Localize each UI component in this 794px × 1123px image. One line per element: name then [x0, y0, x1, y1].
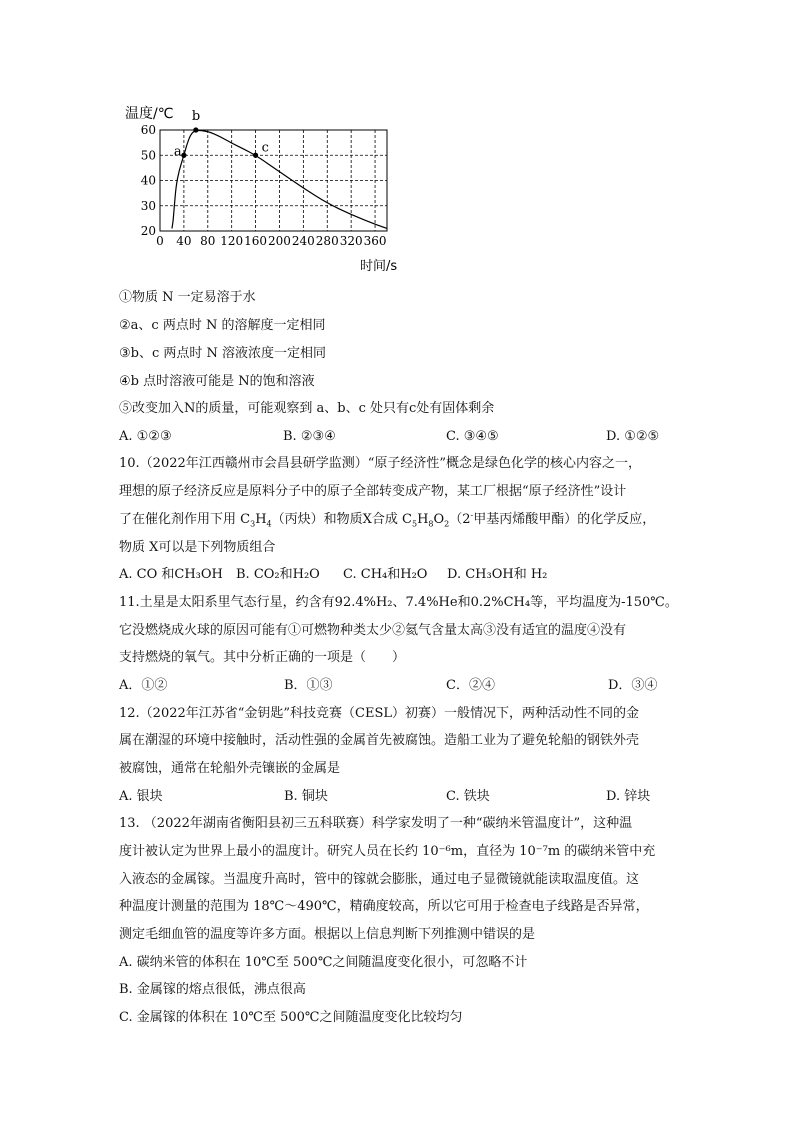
q9-option-c: C. ③④⑤ — [446, 429, 499, 444]
x-tick-label: 80 — [200, 234, 216, 248]
q13-line-1: 13. （2022年湖南省衡阳县初三五科联赛）科学家发明了一种“碳纳米管温度计”，这种温 — [119, 816, 633, 831]
x-tick-label: 200 — [268, 234, 291, 248]
point-label-a: a — [173, 144, 182, 160]
q10-option-b: B. CO₂和H₂O — [236, 567, 320, 582]
q13-line-5: 测定毛细血管的温度等许多方面。根据以上信息判断下列推测中错误的是 — [119, 927, 536, 942]
q11-option-b: B．①③ — [284, 678, 333, 693]
point-c — [253, 153, 258, 158]
q10-line-4: 物质 X可以是下列物质组合 — [119, 540, 276, 555]
q10-line-3m: 甲基丙烯酸甲酯）的化学反应， — [473, 512, 656, 527]
q9-option-a: A. ①②③ — [119, 429, 172, 444]
q13-option-c: C. 金属镓的体积在 10℃至 500℃之间随温度变化比较均匀 — [119, 1010, 463, 1025]
q9-option-d: D. ①②⑤ — [606, 429, 660, 444]
y-tick-label: 30 — [140, 198, 156, 213]
q11-line-2: 它没燃烧成火球的原因可能有①可燃物种类太少②氦气含量太高③没有适宜的温度④没有 — [119, 623, 627, 638]
q10-sub: 5 — [411, 519, 418, 529]
temperature-time-chart — [120, 98, 400, 273]
y-tick-label: 60 — [140, 123, 156, 137]
statement-2: ②a、c 两点时 N 的溶解度一定相同 — [119, 318, 326, 333]
q12-line-2: 属在潮湿的环境中接触时，活动性强的金属首先被腐蚀。造船工业为了避免轮船的钢铁外壳 — [119, 733, 640, 748]
statement-1: ①物质 N 一定易溶于水 — [119, 290, 256, 305]
point-a — [181, 153, 186, 158]
q11-option-c: C．②④ — [446, 678, 495, 693]
q13-line-4: 种温度计测量的范围为 18℃～490℃，精确度较高，所以它可用于检查电子线路是否异常， — [119, 899, 649, 914]
x-tick-label: 120 — [220, 234, 244, 248]
y-tick-label: 50 — [140, 148, 156, 163]
q10-sub: 4 — [266, 519, 272, 529]
point-label-b: b — [191, 109, 201, 124]
q10-option-a: A. CO 和CH₃OH — [119, 567, 223, 582]
x-tick-label: 160 — [244, 234, 268, 248]
q10-line-3 — [119, 512, 655, 528]
q12-option-a: A. 银块 — [119, 789, 163, 804]
x-tick-label: 320 — [339, 234, 363, 248]
q10-sub: 3 — [250, 519, 256, 529]
y-tick-label: 40 — [140, 173, 156, 188]
q13-option-a: A. 碳纳米管的体积在 10℃至 500℃之间随温度变化很小，可忽略不计 — [119, 955, 528, 970]
y-tick-label: 20 — [140, 224, 156, 238]
q10-sup: - — [470, 510, 474, 520]
q13-line-3: 入液态的金属镓。当温度升高时，管中的镓就会膨胀，通过电子显微镜就能读取温度值。这 — [119, 872, 640, 887]
statement-3: ③b、c 两点时 N 溶液浓度一定相同 — [119, 346, 327, 361]
q10-sub: 8 — [428, 519, 434, 529]
x-tick-label: 280 — [315, 234, 339, 248]
q12-option-d: D. 锌块 — [606, 789, 651, 804]
q12-option-c: C. 铁块 — [446, 789, 490, 804]
q11-line-3: 支持燃烧的氧气。其中分析正确的一项是（ ） — [119, 650, 406, 665]
q13-line-2: 度计被认定为世界上最小的温度计。研究人员在长约 10⁻⁶m，直径为 10⁻⁷m 的碳纳米管中充 — [119, 844, 656, 859]
x-tick-label: 0 — [156, 234, 164, 248]
statement-5: ⑤改变加入N的质量，可能观察到 a、b、c 处只有c处有固体剩余 — [119, 401, 495, 416]
x-tick-label: 40 — [176, 234, 192, 248]
q12-option-b: B. 铜块 — [284, 789, 328, 804]
x-axis-label: 时间/s — [360, 259, 398, 273]
y-axis-label: 温度/℃ — [125, 106, 174, 122]
q10-option-d: D. CH₃OH和 H₂ — [447, 567, 548, 582]
q13-option-b: B. 金属镓的熔点很低，沸点很高 — [119, 982, 306, 997]
q10-line-3a: 了在催化剂作用下用 C — [119, 512, 251, 527]
q10-option-c: C. CH₄和H₂O — [343, 567, 428, 582]
point-b — [193, 127, 198, 132]
q10-line-3e: （丙炔）和物质X合成 C — [271, 512, 412, 527]
x-tick-label: 240 — [291, 234, 315, 248]
q10-line-3i: O — [433, 512, 445, 527]
q12-line-3: 被腐蚀，通常在轮船外壳镶嵌的金属是 — [119, 761, 341, 776]
q10-line-3g: H — [417, 512, 429, 527]
q12-line-1: 12.（2022年江苏省“金钥匙”科技竞赛（CESL）初赛）一般情况下，两种活动性不同的金 — [119, 706, 640, 721]
q9-option-b: B. ②③④ — [283, 429, 336, 444]
q11-option-d: D．③④ — [608, 678, 658, 693]
q10-sub: 2 — [444, 519, 450, 529]
statement-4: ④b 点时溶液可能是 N的饱和溶液 — [119, 374, 315, 389]
q11-line-1: 11.土星是太阳系里气态行星，约含有92.4%H₂、7.4%He和0.2%CH₄等，平均温度为-150℃。 — [119, 595, 678, 610]
q10-line-3c: H — [255, 512, 267, 527]
q10-line-2: 理想的原子经济反应是原料分子中的原子全部转变成产物，某工厂根据“原子经济性”设计 — [119, 484, 627, 499]
q10-line-1: 10.（2022年江西赣州市会昌县研学监测）“原子经济性”概念是绿色化学的核心内容之一， — [119, 456, 642, 471]
q10-line-3k: （2 — [449, 512, 471, 527]
chart-svg — [120, 98, 400, 273]
q11-option-a: A．①② — [119, 678, 168, 693]
point-label-c: c — [261, 140, 269, 156]
x-tick-label: 360 — [363, 234, 387, 248]
